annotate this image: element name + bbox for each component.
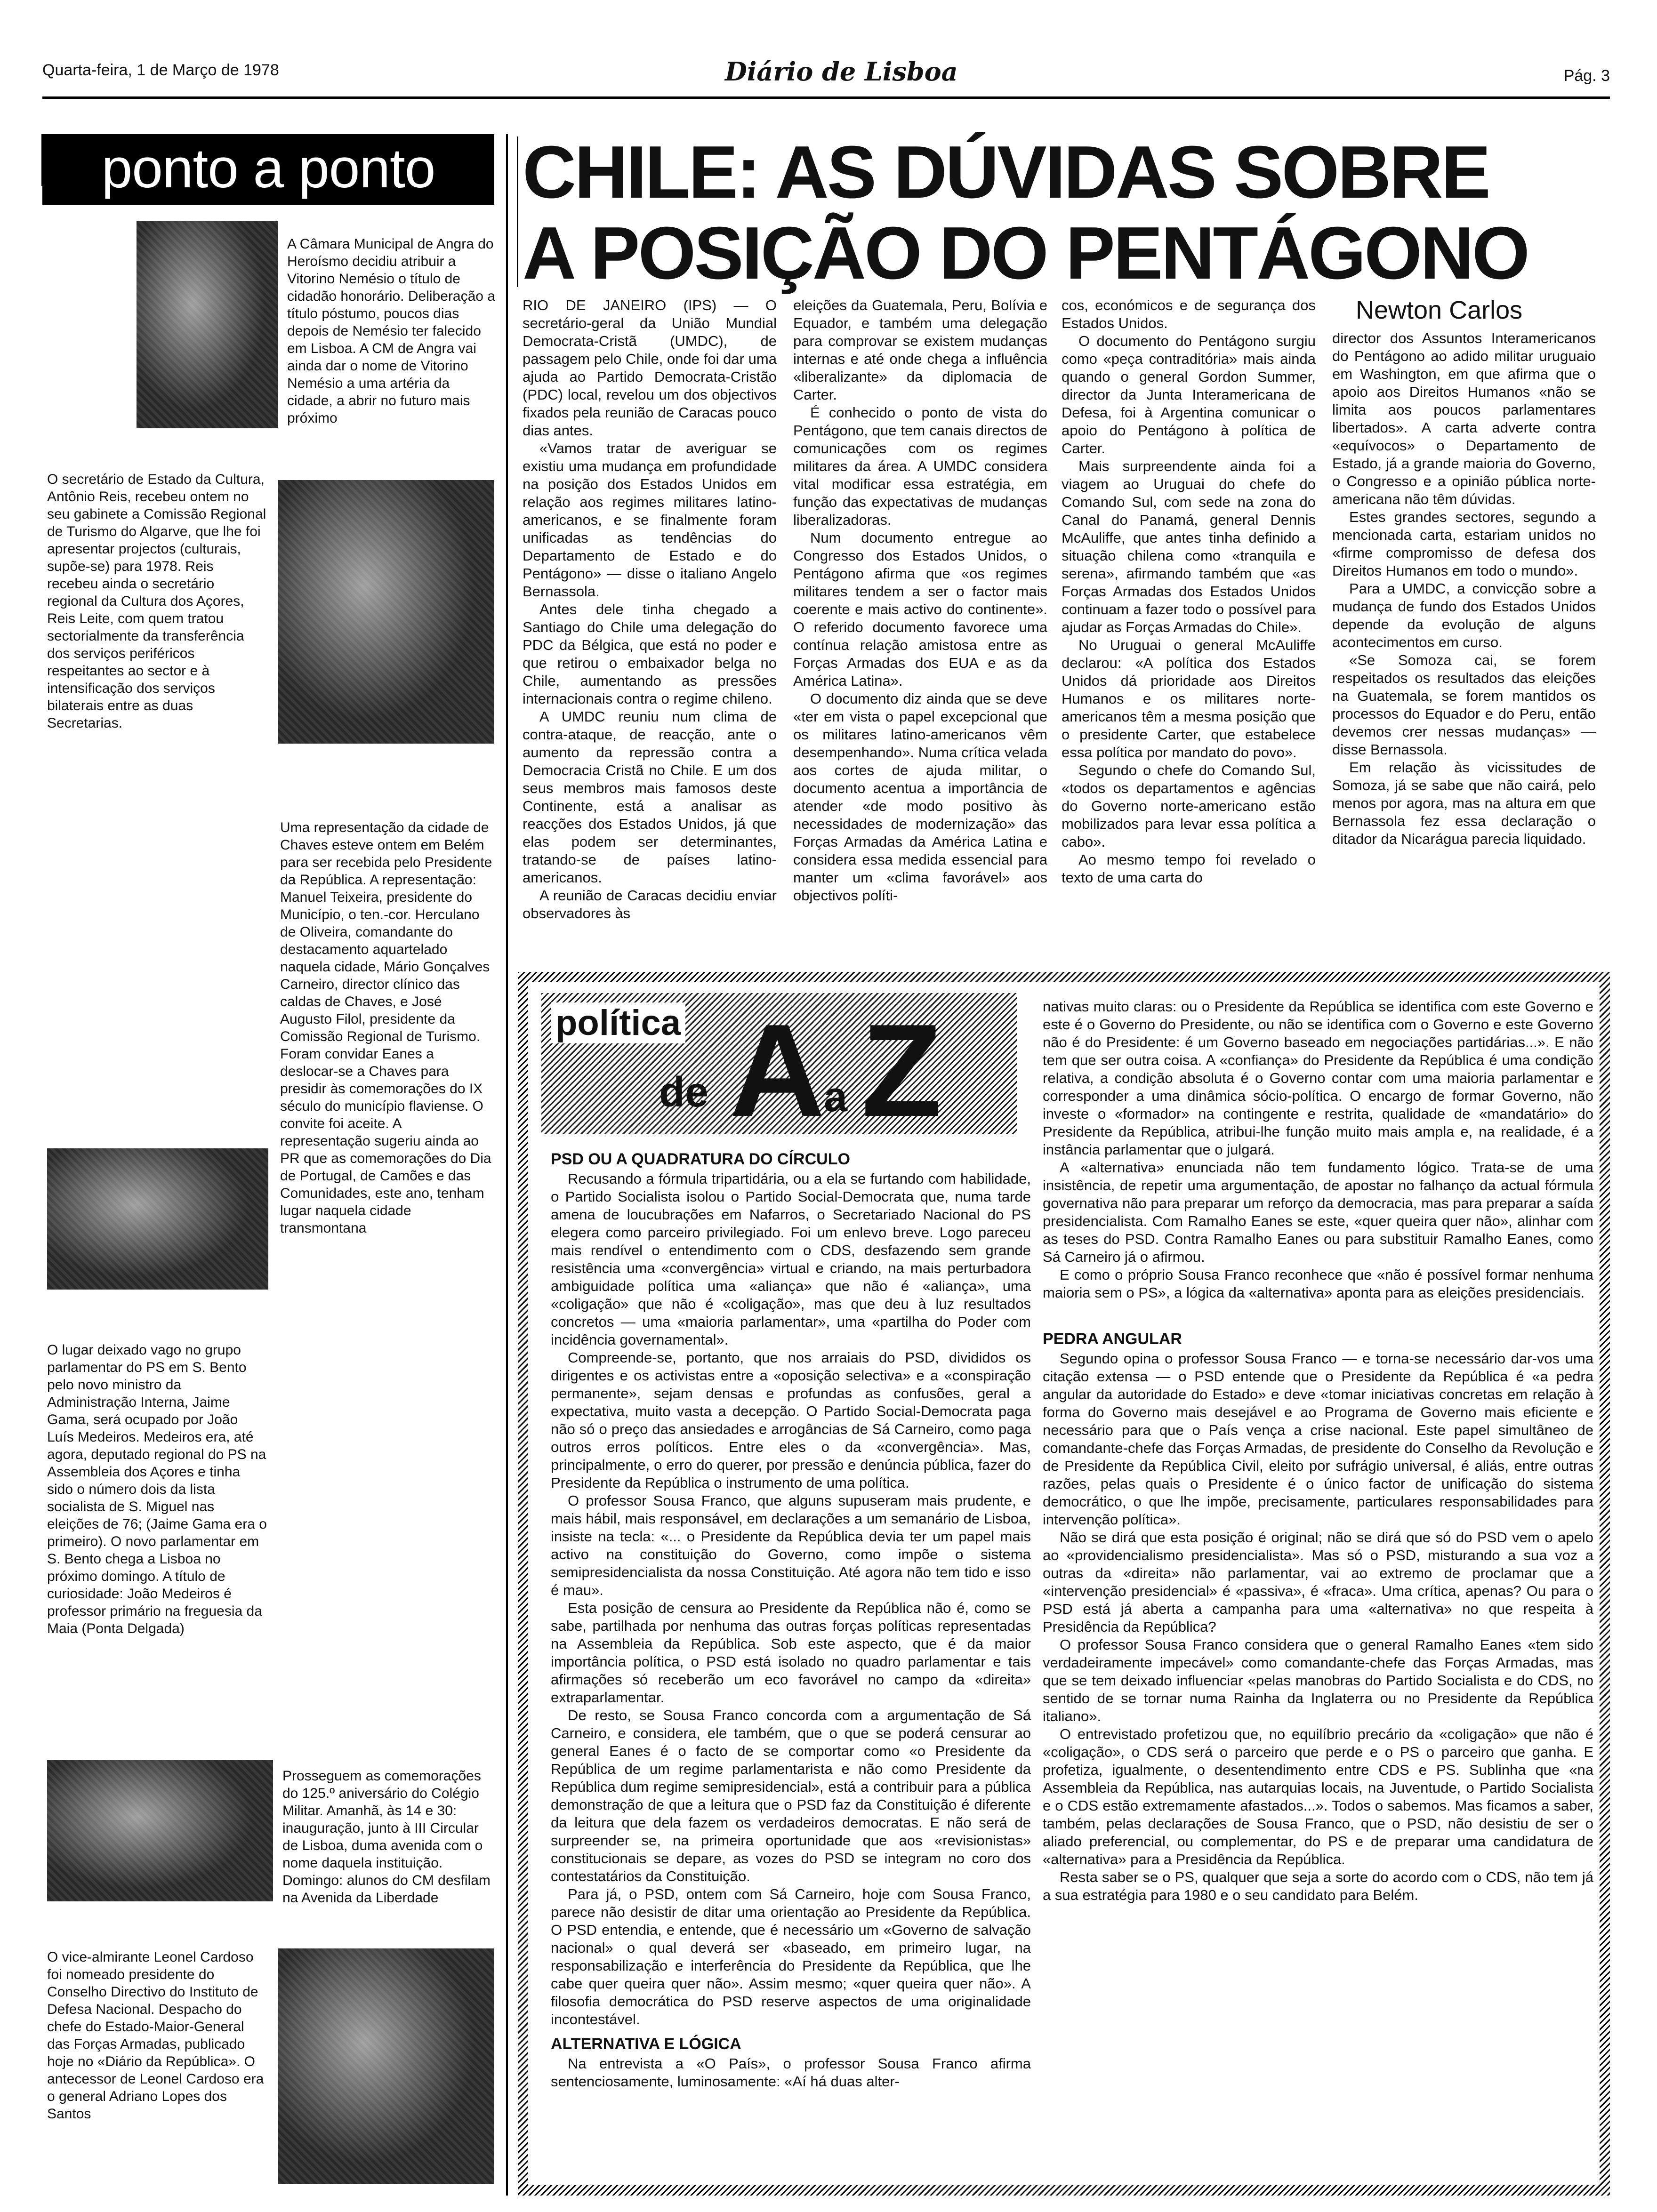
chile-col2-p4: O documento diz ainda que se deve «ter em vista o papel excepcional que os militares latino-americanos vêm desempenhando». Numa crítica velada aos cortes de ajuda militar, o documento acentua a importância de atender «de modo positivo às necessidades de modernização» das Forças Armadas da América Latina e considera essa medida essencial para manter um «clima favorável» aos objectivos políti- — [793, 690, 1047, 904]
page-number: Pág. 3 — [1563, 67, 1610, 85]
chile-col4-p2: Estes grandes sectores, segundo a mencionada carta, estariam unidos no «firme compromisso de defesa dos Direitos Humanos em todo o mundo». — [1332, 509, 1596, 579]
chile-headline-line2: A POSIÇÃO DO PENTÁGONO — [523, 212, 1528, 295]
ponto-item-3: Uma representação da cidade de Chaves esteve ontem em Belém para ser recebida pelo Presidente da República. A representação: Manuel Teixeira, presidente do Município, o ten.-cor. Herculano de Oliveira, comandante do destacamento aquartelado naquela cidade, Mário Gonçalves Carneiro, director clínico das caldas de Chaves, e José Augusto Filol, presidente da Comissão Regional de Turismo. Foram convidar Eanes a deslocar-se a Chaves para presidir às comemorações do IX século do município flaviense. O convite foi aceite. A representação sugeriu ainda ao PR que as comemorações do Dia de Portugal, de Camões e das Comunidades, este ano, tenham lugar naquela cidade transmontana — [280, 820, 492, 1236]
chile-col4-p5: Em relação às vicissitudes de Somoza, já se sabe que não cairá, pelo menos por agora, mas na altura em que Bernassola fez essa declaração o ditador da Nicarágua parecia liquidado. — [1332, 759, 1596, 847]
photo-nemesio — [137, 221, 278, 428]
politica-a-small: a — [824, 1074, 848, 1121]
ponto-item-6: O vice-almirante Leonel Cardoso foi nomeado presidente do Conselho Directivo do Instituto de Defesa Nacional. Despacho do chefe do Estado-Maior-General das Forças Armadas, publicado hoje no «Diário da República». O antecessor de Leonel Cardoso era o general Adriano Lopes dos Santos — [47, 1949, 264, 2122]
politica-left-p2: Compreende-se, portanto, que nos arraiais do PSD, divididos os dirigentes e os activistas entre a «oposição selectiva» e a «conspiração permanente», sejam densas e profundas as confusões, geral a expectativa, muito vasta a decepção. O Partido Social-Democrata paga não só o preço das ansiedades e arrogâncias de Sá Carneiro, como paga outros erros políticos. Entre eles o da «convergência». Mas, principalmente, o erro do querer, por pressão e denúncia pública, fazer do Presidente da República o instrumento de uma política. — [551, 1349, 1031, 1491]
chile-col4-p4: «Se Somoza cai, se forem respeitados os resultados das eleições na Guatemala, se forem mantidos os processos do Equador e do Peru, então devemos crer nessas mudanças» — disse Bernassola. — [1332, 652, 1596, 758]
header-date: Quarta-feira, 1 de Março de 1978 — [42, 61, 279, 79]
ponto-item-2: O secretário de Estado da Cultura, Antônio Reis, recebeu ontem no seu gabinete a Comissão Regional de Turismo do Algarve, que lhe foi apresentar projectos (culturais, supõe-se) para 1978. Reis recebeu ainda o secretário regional da Cultura dos Açores, Reis Leite, com quem tratou sectorialmente da transferência dos serviços periféricos respeitantes ao sector e à intensificação dos serviços bilaterais entre as duas Secretarias. — [47, 472, 266, 731]
chile-col4-p3: Para a UMDC, a convicção sobre a mudança de fundo dos Estados Unidos depende da evolução de alguns acontecimentos em curso. — [1332, 580, 1596, 650]
chile-col3-p4: No Uruguai o general McAuliffe declarou: «A política dos Estados Unidos dá prioridade aos Direitos Humanos e os militares norte-americanos têm a mesma posição que o presidente Carter, que estabelece essa política por mandato do povo». — [1062, 637, 1316, 761]
chile-col-2 — [793, 297, 1047, 905]
politica-right-p3: E como o próprio Sousa Franco reconhece que «não é possível formar nenhuma maioria sem o PS», a lógica da «alternativa» aponta para as eleições presidenciais. — [1043, 1266, 1593, 1301]
photo-colegio-militar — [47, 1760, 273, 1901]
chile-col3-p6: Ao mesmo tempo foi revelado o texto de uma carta do — [1062, 851, 1316, 886]
chile-col1-p2: «Vamos tratar de averiguar se existiu uma mudança em profundidade na posição dos Estados Unidos em relação aos regimes militares latino-americanos, e se finalmente foram unificadas as tendências do Departamento de Estado e do Pentágono» — disse o italiano Angelo Bernassola. — [523, 440, 777, 600]
chile-col1-p3: Antes dele tinha chegado a Santiago do Chile uma delegação do PDC da Bélgica, que está no poder e que retirou o embaixador belga no Chile, aumentando as pressões internacionais contra o regime chileno. — [523, 601, 777, 707]
chile-col1-p4: A UMDC reuniu num clima de contra-ataque, de reacção, ante o aumento da repressão contra a Democracia Cristã no Chile. E um dos seus membros mais famosos deste Continente, está a analisar as reacções dos Estados Unidos, já que elas podem ser determinantes, tratando-se de países latino-americanos. — [523, 708, 777, 886]
chile-col3-p5: Segundo o chefe do Comando Sul, «todos os departamentos e agências do Governo norte-americano estão mobilizados para levar essa política a cabo». — [1062, 762, 1316, 850]
politica-right2-p5: Resta saber se o PS, qualquer que seja a sorte do acordo com o CDS, não tem já a sua estratégia para 1980 e o seu candidato para Belém. — [1043, 1869, 1593, 1903]
chile-col3-p1: cos, económicos e de segurança dos Estados Unidos. — [1062, 297, 1316, 331]
chile-col2-p3: Num documento entregue ao Congresso dos Estados Unidos, o Pentágono afirma que «os regimes militares tendem a ser o factor mais coerente e mais activo do continente». O referido documento favorece uma contínua relação amistosa entre as Forças Armadas dos EUA e as da América Latina». — [793, 529, 1047, 689]
politica-de: de — [659, 1069, 709, 1116]
column-divider-left — [506, 134, 508, 2196]
photo-leonel-cardoso — [278, 1948, 494, 2184]
photo-chaves — [47, 1148, 268, 1290]
ponto-item-4: O lugar deixado vago no grupo parlamentar do PS em S. Bento pelo novo ministro da Administração Interna, Jaime Gama, será ocupado por João Luís Medeiros. Medeiros era, até agora, deputado regional do PS na Assembleia dos Açores e tinha sido o número dois da lista socialista de S. Miguel nas eleições de 76; (Jaime Gama era o primeiro). O novo parlamentar em S. Bento chega a Lisboa no próximo domingo. A título de curiosidade: João Medeiros é professor primário na freguesia da Maia (Ponta Delgada) — [47, 1342, 267, 1636]
politica-col-left — [551, 1144, 1031, 2091]
chile-col1-p1: RIO DE JANEIRO (IPS) — O secretário-geral da União Mundial Democrata-Cristã (UMDC), de passagem pelo Chile, onde foi dar uma ajuda ao Partido Democrata-Cristão (PDC) local, revelou um dos objectivos fixados pela reunião de Caracas pouco dias antes. — [523, 297, 777, 439]
politica-right-p2: A «alternativa» enunciada não tem fundamento lógico. Trata-se de uma insistência, de repetir uma argumentação, de apostar no falhanço da actual fórmula governativa não para preparar um reforço da democracia, mas para preparar a saída presidencialista. Com Ramalho Eanes se este, «quer queira quer não», alinhar com as teses do PSD. Contra Ramalho Eanes ou para substituir Ramalho Eanes, como Sá Carneiro já o afirmou. — [1043, 1159, 1593, 1265]
politica-left-p5: De resto, se Sousa Franco concorda com a argumentação de Sá Carneiro, e considera, ele também, que o que se poderá censurar ao general Eanes é o facto de se comportar como «o Presidente da República de um regime parlamentarista e não como Presidente da República dum regime semipresidencial», está a contribuir para a pública demonstração de que a leitura que o PSD faz da Constituição é diferente da leitura que dela fazem os verdadeiros democratas. E não será de surpreender se, na primeira oportunidade que aos «revisionistas» constitucionais se depare, as vozes do PSD se integram no coro dos contestatários da Constituição. — [551, 1707, 1031, 1884]
chile-col2-p2: É conhecido o ponto de vista do Pentágono, que tem canais directos de comunicações com os regimes militares da área. A UMDC considera vital modificar essa estratégia, em função das expectativas de mudanças liberalizadoras. — [793, 404, 1047, 528]
ponto-banner-text: ponto a ponto — [101, 137, 435, 200]
chile-col3-p2: O documento do Pentágono surgiu como «peça contraditória» mais ainda quando o general Gordon Summer, director da Junta Interamericana de Defesa, foi à Argentina comunicar o apoio do Pentágono à política de Carter. — [1062, 333, 1316, 457]
politica-right2-p2: Não se dirá que esta posição é original; não se dirá que só do PSD vem o apelo ao «providencialismo presidencialista». Mas só o PSD, misturando a sua voz a outras da «direita» não parlamentar, vai ao extremo de proclamar que a «intervenção presidencial» é «passiva», é «fraca». Uma crítica, apenas? Ou para o PSD está já aberta a campanha para uma «alternativa» no que respeita à Presidência da República? — [1043, 1529, 1593, 1635]
politica-a-big: A — [730, 997, 825, 1144]
politica-z-big: Z — [861, 997, 942, 1144]
photo-antonio-reis — [278, 480, 494, 744]
chile-col-4 — [1332, 329, 1596, 848]
header-rule — [42, 96, 1610, 99]
chile-byline: Newton Carlos — [1356, 296, 1523, 324]
politica-label: política — [551, 1002, 685, 1043]
ponto-banner — [42, 134, 494, 205]
chile-col-1 — [523, 297, 777, 922]
ponto-item-1: A Câmara Municipal de Angra do Heroísmo decidiu atribuir a Vitorino Nemésio o título de cidadão honorário. Deliberação a título póstumo, poucos dias depois de Nemésio ter falecido em Lisboa. A CM de Angra vai ainda dar o nome de Vitorino Nemésio a uma artéria da cidade, a abrir no futuro mais próximo — [287, 236, 495, 426]
ponto-rule-left — [41, 134, 43, 186]
politica-subhead-1: PSD OU A QUADRATURA DO CÍRCULO — [551, 1150, 850, 1168]
chile-col3-p3: Mais surpreendente ainda foi a viagem ao Uruguai do chefe do Comando Sul, com sede na zona do Canal do Panamá, general Dennis McAuliffe, que antes tinha definido a situação chilena como «tranquila e serena», afirmando também que «as Forças Armadas dos Estados Unidos continuam a fazer todo o possível para ajudar as Forças Armadas do Chile». — [1062, 458, 1316, 635]
politica-left-p6: Para já, o PSD, ontem com Sá Carneiro, hoje com Sousa Franco, parece não desistir de ditar uma orientação ao Presidente da República. O PSD entendia, e entende, que é necessário um «Governo de salvação nacional» o qual deverá ser «baseado, em primeiro lugar, na responsabilização e interferência do Presidente da República, que lhe cabe quer queira quer não». Assim mesmo; «quer queira quer não». A filosofia democrática do PSD reserve aspectos de uma originalidade incontestável. — [551, 1886, 1031, 2028]
politica-subhead-3: PEDRA ANGULAR — [1043, 1330, 1182, 1348]
chile-col2-p1: eleições da Guatemala, Peru, Bolívia e Equador, e também uma delegação para comprovar se existem mudanças internas e até onde chega a influência «liberalizante» da diplomacia de Carter. — [793, 297, 1047, 403]
politica-left-p1: Recusando a fórmula tripartidária, ou a ela se furtando com habilidade, o Partido Socialista isolou o Partido Social-Democrata que, numa tarde amena de loucubrações em Nafarros, o Secretariado Nacional do PS elegera como parceiro privilegiado. Foi um enlevo breve. Logo pareceu mais rendível o entendimento com o CDS, desfazendo sem grande resistência uma «convergência» virtual e criando, na mais perturbadora ambiguidade política uma «aliança» que não é «aliança», uma «coligação» que não é «coligação», mas que deu à luz resultados concretos — uma «maioria parlamentar», uma «partilha do Poder com incidência governamental». — [551, 1170, 1031, 1348]
politica-left-p4: Esta posição de censura ao Presidente da República não é, como se sabe, partilhada por nenhuma das outras forças políticas representadas na Assembleia da República. Sob este aspecto, que é da maior importância política, o PSD está isolado no quadro parlamentar e tais afirmações só receberão um eco favorável no campo da «direita» extraparlamentar. — [551, 1600, 1031, 1706]
politica-logo — [541, 993, 1017, 1144]
politica-subhead-2: ALTERNATIVA E LÓGICA — [551, 2035, 741, 2053]
chile-col1-p5: A reunião de Caracas decidiu enviar observadores às — [523, 887, 777, 922]
ponto-item-5: Prosseguem as comemorações do 125.º aniversário do Colégio Militar. Amanhã, às 14 e 30: inauguração, junto à III Circular de Lisboa, duma avenida com o nome daquela instituição. Domingo: alunos do CM desfilam na Avenida da Liberdade — [282, 1768, 491, 1906]
chile-headline — [523, 132, 1605, 294]
page-header — [42, 56, 1610, 94]
politica-right2-p3: O professor Sousa Franco considera que o general Ramalho Eanes «tem sido verdadeiramente impecável» como comandante-chefe das Forças Armadas, mas que se tem deixado influenciar «pelas manobras do Partido Socialista e do CDS, no sentido de se tornar numa Rainha da Inglaterra ou no Presidente da República italiano». — [1043, 1636, 1593, 1724]
politica-col-right — [1043, 998, 1593, 1904]
politica-right-p1: nativas muito claras: ou o Presidente da República se identifica com este Governo e este é o Governo do Presidente, ou não se identifica com o Governo e este Governo não é do Presidente: é um Governo baseado em negociações partidárias...». E não tem que ser outra coisa. A «confiança» do Presidente da República é uma condição relativa, a condição absoluta é o Governo contar com uma maioria parlamentar e corresponder a uma dinâmica sócio-política. O encargo de formar Governo, não investe o «formador» na contingente e restrita, qualidade de «mandatário» do Presidente da República, atribui-lhe função muito mais ampla e, na realidade, é a instância parlamentar que o julgará. — [1043, 998, 1593, 1158]
chile-headline-line1: CHILE: AS DÚVIDAS SOBRE — [523, 131, 1489, 214]
politica-right2-p4: O entrevistado profetizou que, no equilíbrio precário da «coligação» que não é «coligação», o CDS será o parceiro que perde e o PS o parceiro que ganha. E profetiza, igualmente, o desentendimento entre CDS e PS. Sublinha que «na Assembleia da República, nas autarquias locais, na Juventude, o Partido Socialista e o CDS estão extremamente afastados...». Todos o sabemos. Mas ficamos a saber, também, pelas declarações de Sousa Franco, que o PSD, não desistiu de ser o aliado preferencial, ou complementar, do PS e de preparar uma candidatura de «alternativa» para a Presidência da República. — [1043, 1726, 1593, 1867]
chile-col4-p1: director dos Assuntos Interamericanos do Pentágono ao adido militar uruguaio em Washington, em que afirma que o apoio aos Direitos Humanos «não se limita aos poucos parlamentares libertados». A carta adverte contra «equívocos» o Departamento de Estado, já a grande maioria do Governo, o Congresso e a opinião pública norte-americana não têm dúvidas. — [1332, 330, 1596, 507]
masthead: Diário de Lisboa — [725, 56, 958, 87]
politica-right2-p1: Segundo opina o professor Sousa Franco — e torna-se necessário dar-vos uma citação extensa — o PSD entende que o Presidente da República é «a pedra angular da autoridade do Estado» e deve «tomar iniciativas concretas em relação à forma do Governo mais desejável e ao Programa de Governo mais eficiente e necessário para que o País vença a crise nacional. Este papel simultâneo de comandante-chefe das Forças Armadas, de presidente do Conselho da Revolução e de Presidente da República Civil, eleito por sufrágio universal, é aliás, entre outras razões, pelas quais o Presidente é o único factor de unificação do sistema democrático, o que lhe impõe, precisamente, particulares responsabilidades para intervenção política». — [1043, 1350, 1593, 1528]
chile-col-3 — [1062, 297, 1316, 887]
chile-rule-left — [517, 136, 518, 287]
politica-left-end: Na entrevista a «O País», o professor Sousa Franco afirma sentenciosamente, luminosamente: «Aí há duas alter- — [551, 2055, 1031, 2090]
politica-left-p3: O professor Sousa Franco, que alguns supuseram mais prudente, e mais hábil, mais responsável, em declarações a um semanário de Lisboa, insiste na tecla: «... o Presidente da República devia ter um papel mais activo na constituição do Governo, como impõe o sistema semipresidencialista da nossa Constituição. Até agora não tem tido e isso é mau». — [551, 1492, 1031, 1598]
